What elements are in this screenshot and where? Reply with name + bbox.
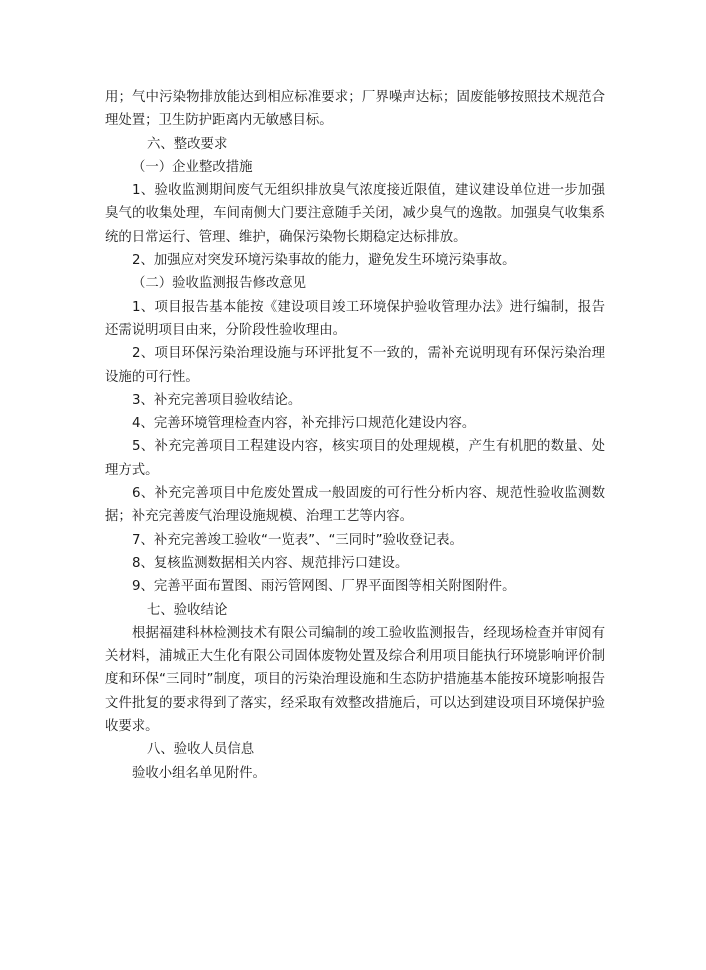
revision-item-1: 1、项目报告基本能按《建设项目竣工环境保护验收管理办法》进行编制，报告还需说明项目由来，分阶段性验收理由。 — [105, 299, 605, 338]
revision-item-8: 8、复核监测数据相关内容、规范排污口建设。 — [132, 555, 409, 571]
revision-item-3: 3、补充完善项目验收结论。 — [132, 392, 302, 408]
paragraph-continuation: 用；气中污染物排放能达到相应标准要求；厂界噪声达标；固废能够按照技术规范合理处置；卫生防护距离内无敏感目标。 — [105, 90, 605, 129]
conclusion-paragraph: 根据福建科林检测技术有限公司编制的竣工验收监测报告，经现场检查并审阅有关材料，浦城正大生化有限公司固体废物处置及综合利用项目能执行环境影响评价制度和环保“三同时”制度，项目的污染治理设施和生态防护措施基本能按环境影响报告文件批复的要求得到了落实，经采取有效整改措施后，可以达到建设项目环境保护验收要求。 — [105, 625, 605, 735]
revision-item-9: 9、完善平面布置图、雨污管网图、厂界平面图等相关附图附件。 — [132, 579, 516, 595]
section-heading-rectification: 六、整改要求 — [147, 136, 228, 152]
measure-item-1: 1、验收监测期间废气无组织排放臭气浓度接近限值，建议建设单位进一步加强臭气的收集处理，车间南侧大门要注意随手关闭，减少臭气的逸散。加强臭气收集系统的日常运行、管理、维护，确保污染物长期稳定达标排放。 — [105, 183, 605, 245]
revision-item-2: 2、项目环保污染治理设施与环评批复不一致的，需补充说明现有环保污染治理设施的可行性。 — [105, 346, 605, 385]
revision-item-6: 6、补充完善项目中危废处置成一般固废的可行性分析内容、规范性验收监测数据；补充完善废气治理设施规模、治理工艺等内容。 — [105, 486, 605, 525]
section-heading-conclusion: 七、验收结论 — [147, 602, 228, 618]
measure-item-2: 2、加强应对突发环境污染事故的能力，避免发生环境污染事故。 — [132, 253, 516, 269]
document-page — [105, 86, 605, 785]
section-heading-personnel: 八、验收人员信息 — [147, 742, 255, 758]
subsection-heading-enterprise-measures: （一）企业整改措施 — [132, 159, 253, 175]
subsection-heading-report-revisions: （二）验收监测报告修改意见 — [132, 276, 307, 292]
revision-item-4: 4、完善环境管理检查内容，补充排污口规范化建设内容。 — [132, 416, 476, 432]
personnel-paragraph: 验收小组名单见附件。 — [132, 765, 266, 781]
revision-item-7: 7、补充完善竣工验收“一览表”、“三同时”验收登记表。 — [132, 532, 463, 548]
revision-item-5: 5、补充完善项目工程建设内容，核实项目的处理规模，产生有机肥的数量、处理方式。 — [105, 439, 605, 478]
